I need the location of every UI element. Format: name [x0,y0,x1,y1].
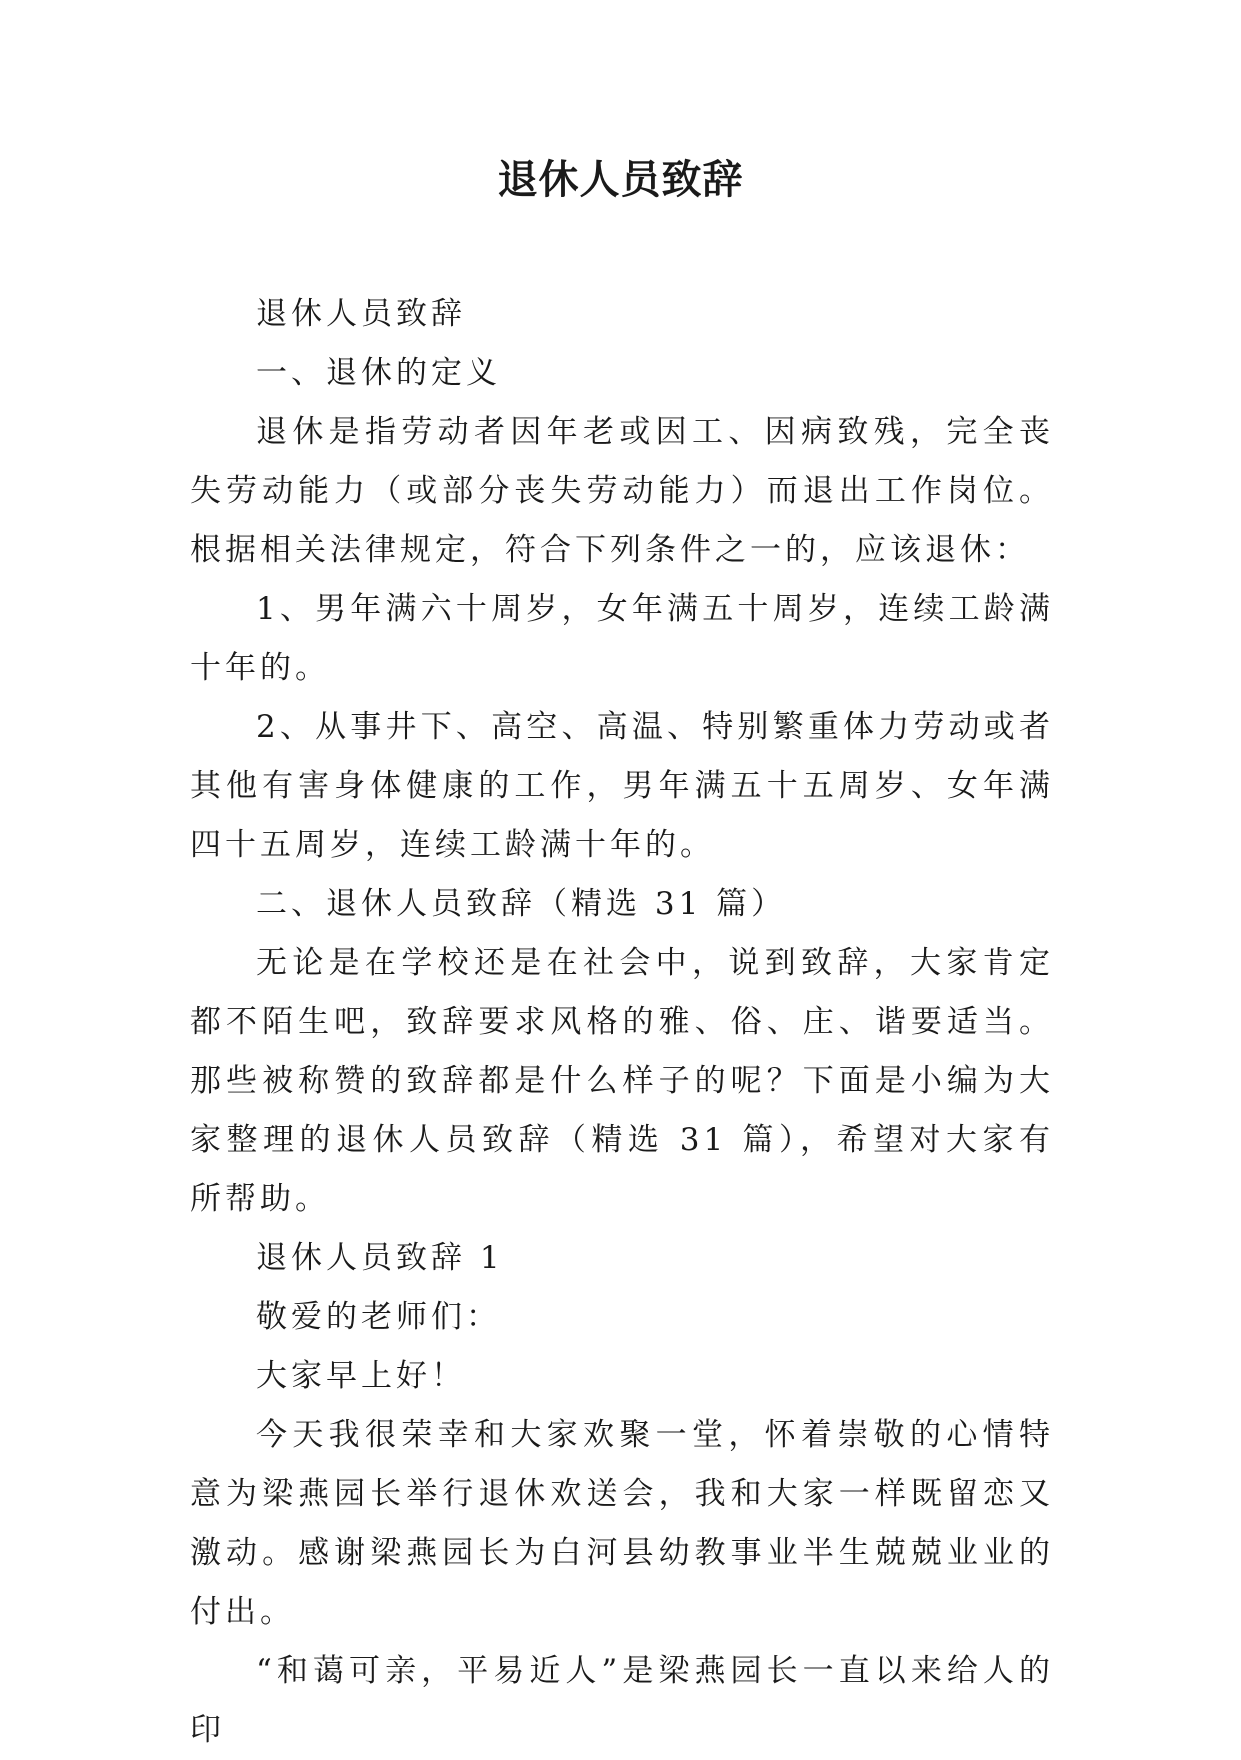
paragraph-condition-1: 1、男年满六十周岁，女年满五十周岁，连续工龄满十年的。 [190,591,1054,686]
paragraph-heading: 退休人员致辞 [256,296,466,332]
paragraph-definition: 退休是指劳动者因年老或因工、因病致残，完全丧失劳动能力（或部分丧失劳动能力）而退出工作岗位。根据相关法律规定，符合下列条件之一的，应该退休： [190,414,1054,568]
paragraph-intro: 无论是在学校还是在社会中，说到致辞，大家肯定都不陌生吧，致辞要求风格的雅、俗、庄、谐要适当。那些被称赞的致辞都是什么样子的呢？下面是小编为大家整理的退休人员致辞（精选 31 篇），希望对大家有所帮助。 [190,945,1054,1217]
paragraph-section-one-heading: 一、退休的定义 [256,355,501,391]
paragraph-speech-body-1: 今天我很荣幸和大家欢聚一堂，怀着崇敬的心情特意为梁燕园长举行退休欢送会，我和大家一样既留恋又激动。感谢梁燕园长为白河县幼教事业半生兢兢业业的付出。 [190,1417,1054,1630]
paragraph-condition-2: 2、从事井下、高空、高温、特别繁重体力劳动或者其他有害身体健康的工作，男年满五十五周岁、女年满四十五周岁，连续工龄满十年的。 [190,709,1054,863]
document-title: 退休人员致辞 [497,157,744,203]
document-body [190,285,1054,1760]
paragraph-speech-1-heading: 退休人员致辞 1 [256,1240,504,1276]
paragraph-greeting: 大家早上好！ [256,1358,466,1394]
paragraph-speech-body-2: “和蔼可亲，平易近人”是梁燕园长一直以来给人的印 [190,1653,1054,1748]
paragraph-salutation: 敬爱的老师们： [256,1299,501,1335]
paragraph-section-two-heading: 二、退休人员致辞（精选 31 篇） [256,886,787,922]
